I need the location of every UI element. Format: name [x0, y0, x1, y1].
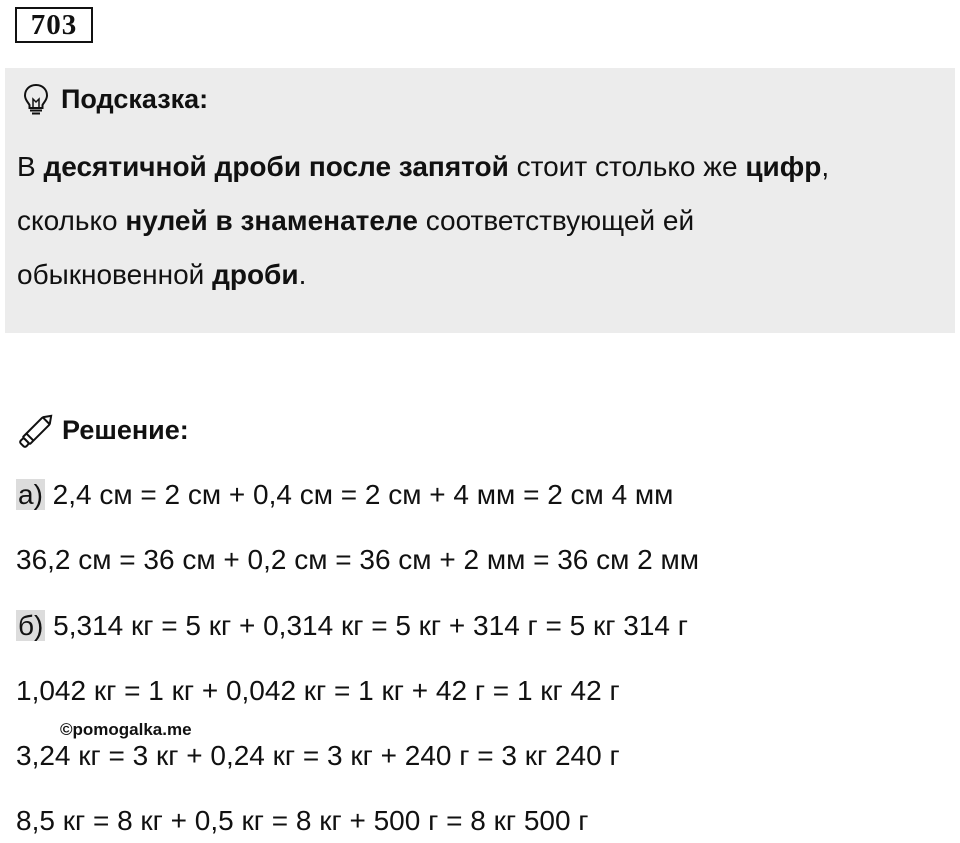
solution-line-3: б) 5,314 кг = 5 кг + 0,314 кг = 5 кг + 314 г = 5 кг 314 г: [18, 610, 688, 641]
watermark: ©pomogalka.me: [60, 720, 192, 739]
solution-line-6: 8,5 кг = 8 кг + 0,5 кг = 8 кг + 500 г = 8 кг 500 г: [16, 805, 589, 836]
hint-line-3: обыкновенной дроби.: [17, 259, 307, 290]
task-number: 703: [15, 7, 93, 43]
part-label-a: а): [18, 479, 43, 510]
hint-text: [17, 140, 942, 302]
part-label-b: б): [18, 610, 44, 641]
pencil-icon: [16, 411, 58, 449]
hint-title: Подсказка:: [61, 83, 209, 114]
hint-line-1: В десятичной дроби после запятой стоит столько же цифр,: [17, 151, 830, 182]
hint-box: [5, 68, 955, 333]
solution-title: Решение:: [62, 414, 189, 445]
lightbulb-icon: [19, 82, 53, 116]
hint-line-2: сколько нулей в знаменателе соответствующей ей: [17, 205, 695, 236]
hint-header: [19, 82, 208, 116]
solution-header: [16, 411, 189, 449]
solution-line-5: 3,24 кг = 3 кг + 0,24 кг = 3 кг + 240 г = 3 кг 240 г: [16, 740, 620, 771]
solution-line-4: 1,042 кг = 1 кг + 0,042 кг = 1 кг + 42 г = 1 кг 42 г: [16, 675, 620, 706]
solution-line-2: 36,2 см = 36 см + 0,2 см = 36 см + 2 мм = 36 см 2 мм: [16, 544, 700, 575]
solution-line-1: а) 2,4 см = 2 см + 0,4 см = 2 см + 4 мм = 2 см 4 мм: [18, 479, 674, 510]
